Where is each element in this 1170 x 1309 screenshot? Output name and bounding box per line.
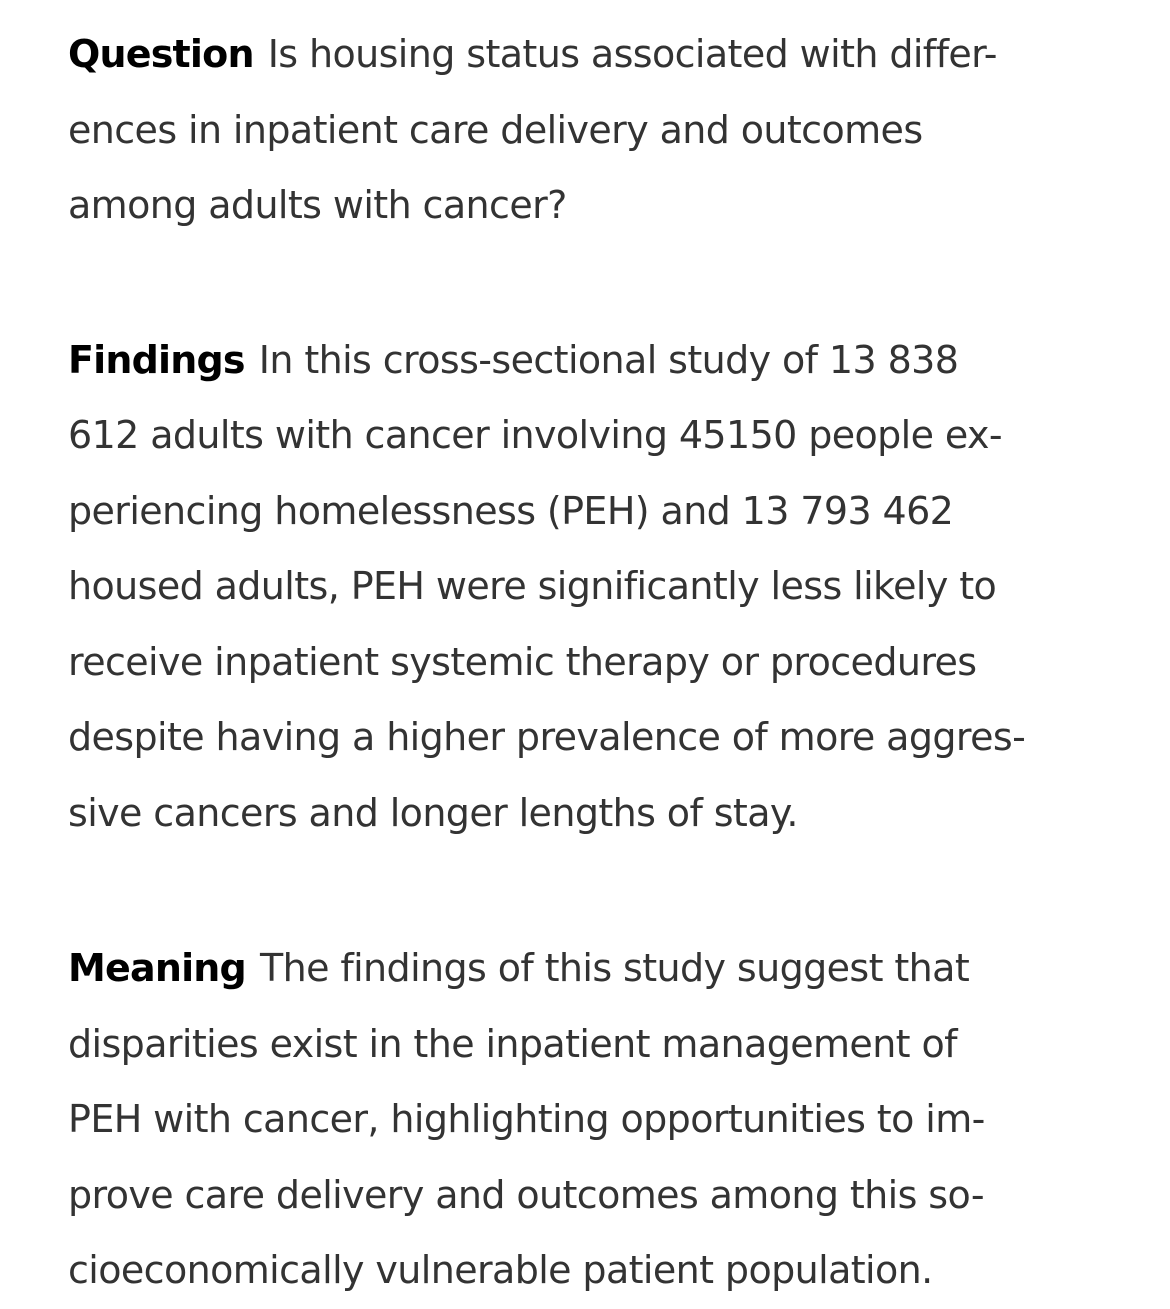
meaning-text: PEH with cancer, highlighting opportunities to im- — [68, 1097, 985, 1141]
question-section — [68, 17, 1108, 244]
question-text: among adults with cancer? — [68, 183, 567, 227]
meaning-text: disparities exist in the inpatient management of — [68, 1021, 957, 1066]
section-spacer — [68, 244, 1108, 323]
meaning-text: prove care delivery and outcomes among this so- — [68, 1172, 984, 1217]
findings-text: housed adults, PEH were significantly less likely to — [68, 564, 997, 608]
meaning-text: cioeconomically vulnerable patient population. — [68, 1248, 933, 1292]
findings-text: periencing homelessness (PEH) and 13 793 462 — [68, 488, 954, 533]
meaning-label: Meaning — [68, 946, 246, 990]
findings-text: receive inpatient systemic therapy or procedures — [68, 639, 977, 684]
findings-section — [68, 323, 1108, 852]
question-line — [68, 17, 1108, 93]
findings-text: 612 adults with cancer involving 45150 people ex- — [68, 413, 1002, 457]
meaning-section — [68, 931, 1108, 1309]
findings-text: despite having a higher prevalence of more aggres- — [68, 715, 1026, 759]
findings-text: In this cross-sectional study of 13 838 — [258, 337, 959, 382]
findings-text: sive cancers and longer lengths of stay. — [68, 790, 798, 835]
meaning-text: The findings of this study suggest that — [259, 946, 970, 990]
question-label: Question — [68, 32, 254, 76]
question-text: Is housing status associated with differ- — [267, 32, 997, 76]
question-text: ences in inpatient care delivery and outcomes — [68, 107, 923, 152]
section-spacer — [68, 851, 1108, 931]
key-points — [68, 17, 1108, 1309]
findings-line — [68, 323, 1108, 399]
findings-label: Findings — [68, 337, 245, 382]
meaning-line — [68, 931, 1108, 1007]
